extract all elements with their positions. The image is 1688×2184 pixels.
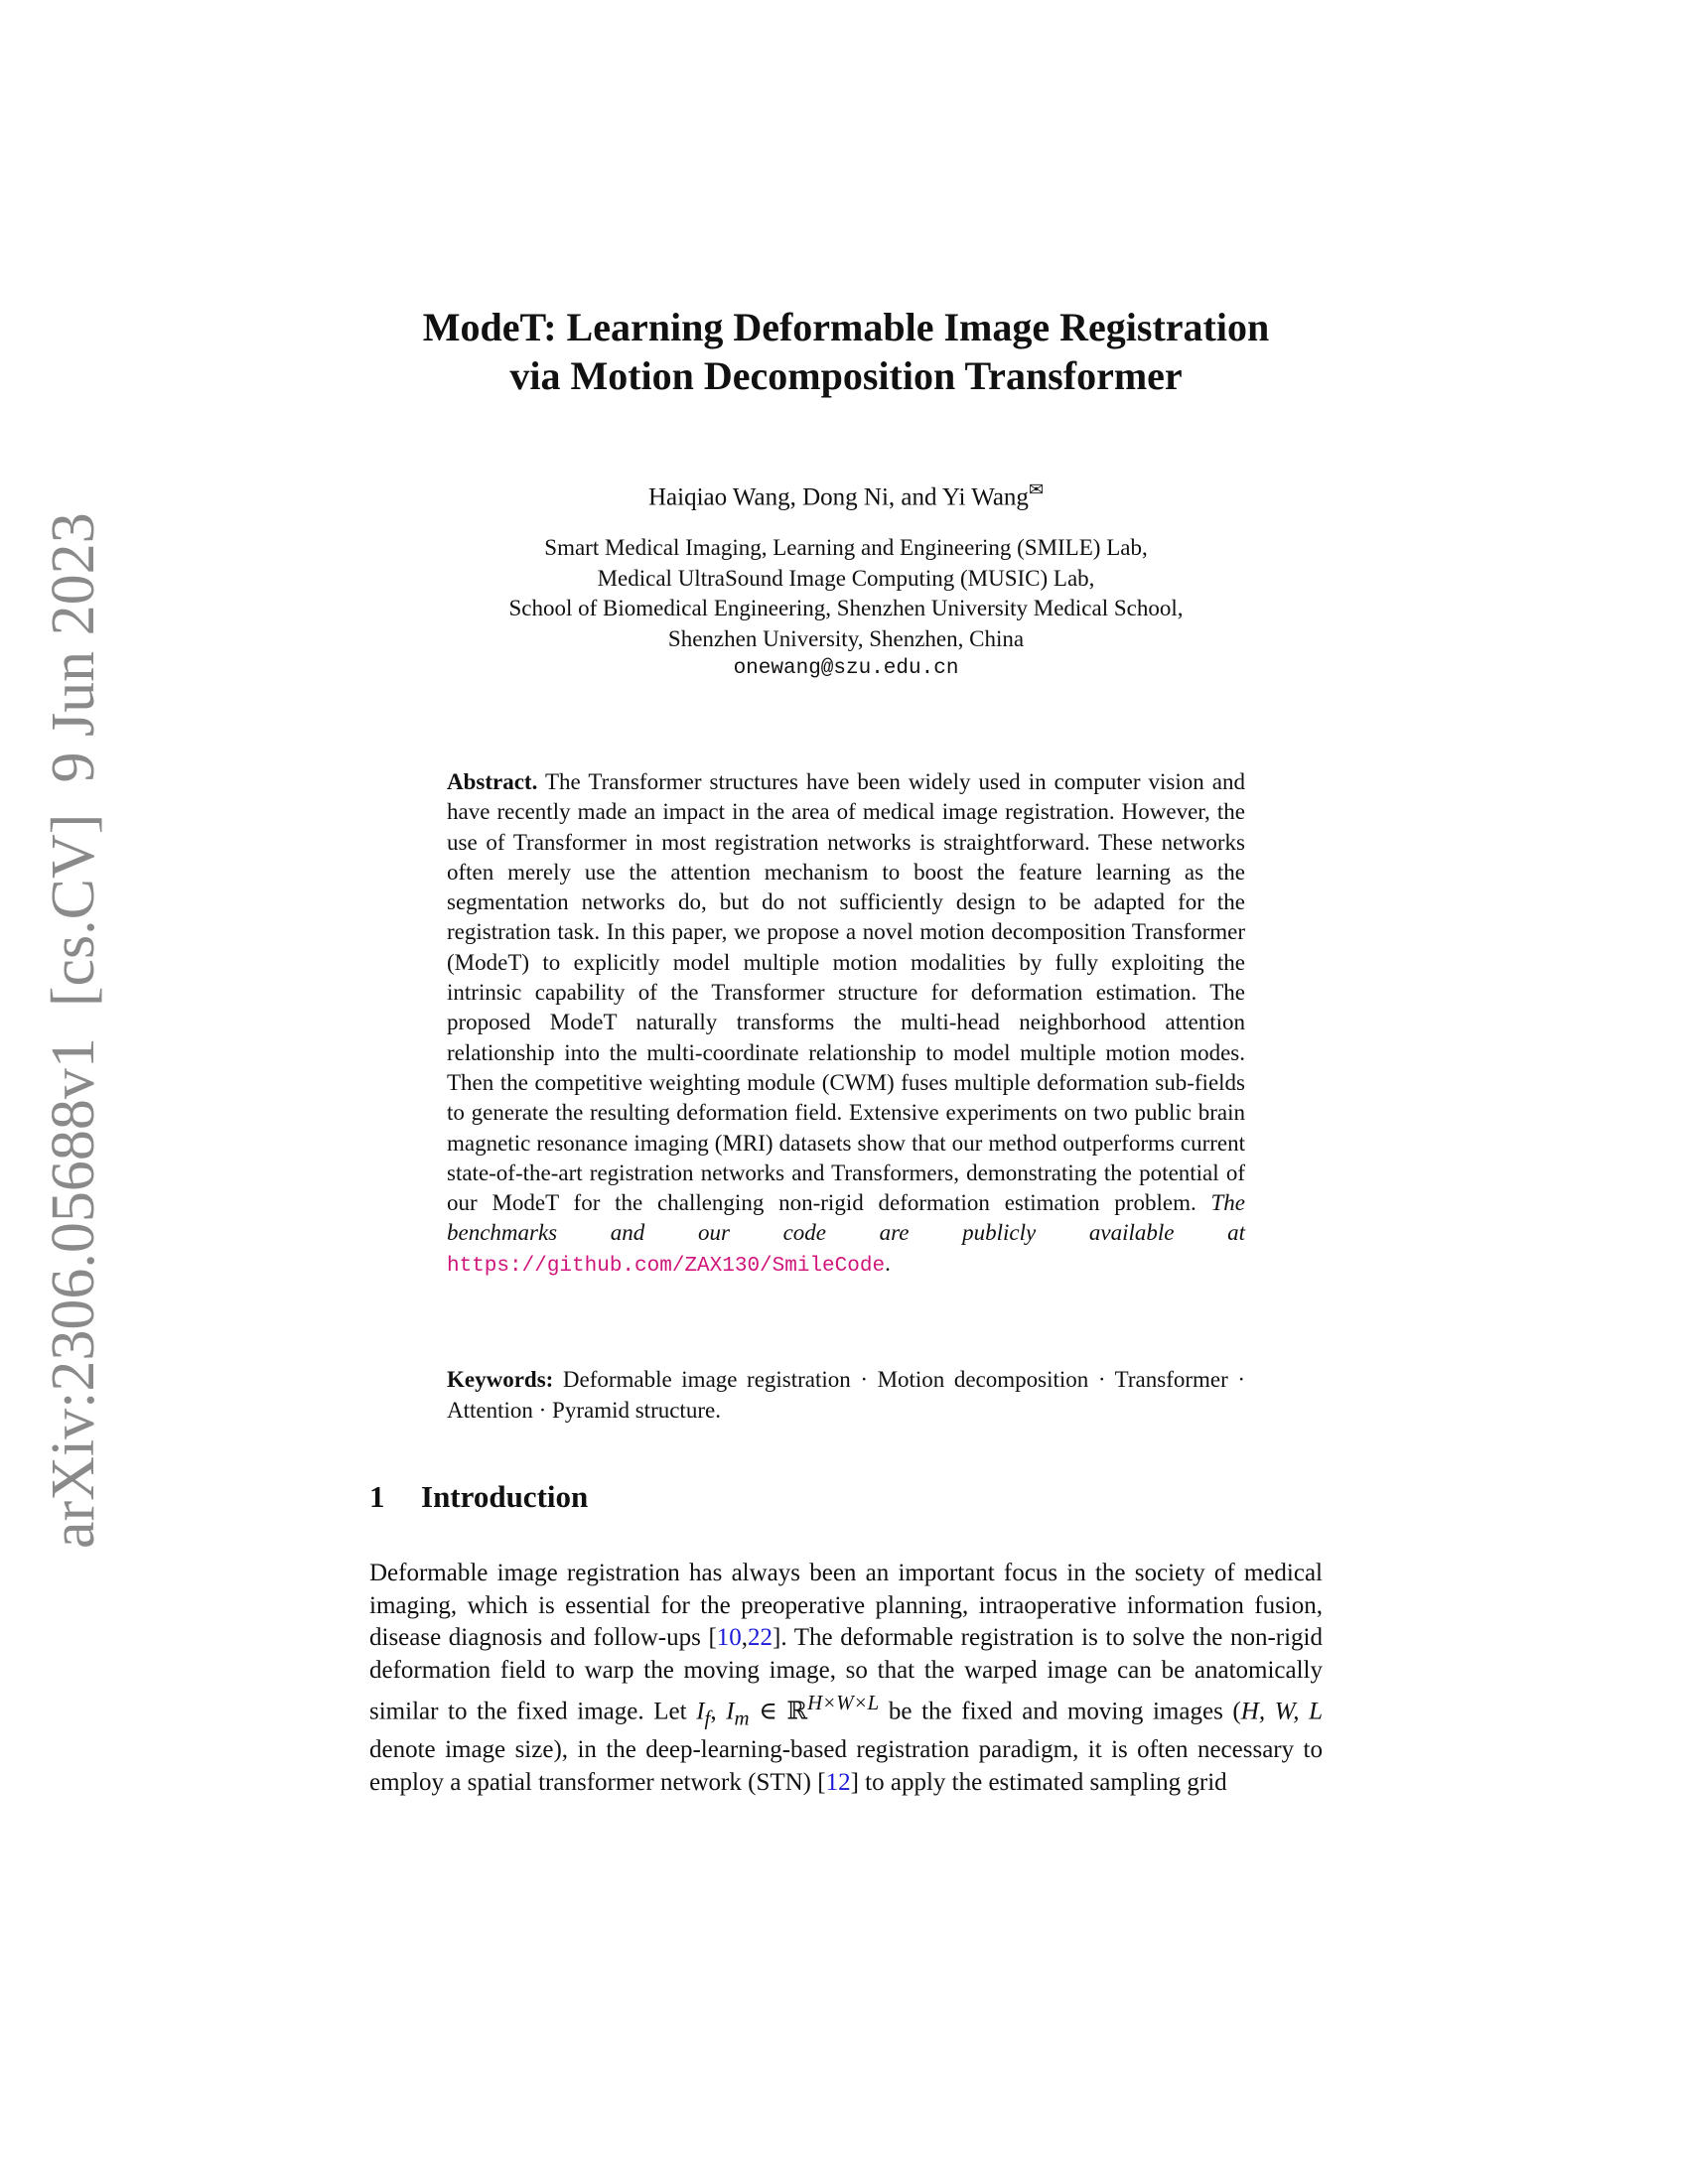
keywords bbox=[447, 1364, 1245, 1426]
citation-separator: , bbox=[741, 1624, 749, 1652]
keywords-label: Keywords: bbox=[447, 1367, 554, 1392]
section-number: 1 bbox=[369, 1479, 385, 1514]
section-title: Introduction bbox=[421, 1479, 589, 1514]
authors-text: Haiqiao Wang, Dong Ni, and Yi Wang bbox=[647, 483, 1029, 511]
arxiv-identifier: arXiv:2306.05688v1 [cs.CV] 9 Jun 2023 bbox=[40, 512, 107, 1549]
section-heading bbox=[369, 1477, 1323, 1517]
paper-title bbox=[369, 303, 1323, 400]
author-list bbox=[369, 475, 1323, 512]
corresponding-author-icon: ✉ bbox=[1028, 479, 1045, 499]
affiliation-line: Medical UltraSound Image Computing (MUSIC) Lab, bbox=[597, 565, 1095, 591]
math-separator: , bbox=[710, 1698, 727, 1725]
intro-text: ]. The deformable registration is to solve the non-rigid deformation field to warp the moving image, so that the warped image can be anatomically similar to the fixed image. Let bbox=[369, 1624, 1324, 1725]
abstract-text: The Transformer structures have been widely used in computer vision and have recently made an impact in the area of medical image registration. However, the use of Transformer in most registration networks is straightforward. These networks often merely use the attention mechanism to boost the feature learning as the segmentation networks do, but do not sufficiently design to be adapted for the registration task. In this paper, we propose a novel motion decomposition Transformer (ModeT) to explicitly model multiple motion modalities by fully exploiting the intrinsic capability of the Transformer structure for deformation estimation. The proposed ModeT naturally transforms the multi-head neighborhood attention relationship into the multi-coordinate relationship to model multiple motion modes. Then the competitive weighting module (CWM) fuses multiple deformation sub-fields to generate the resulting deformation field. Extensive experiments on two public brain magnetic resonance imaging (MRI) datasets show that our method outperforms current state-of-the-art registration networks and Transformers, demonstrating the potential of our ModeT for the challenging non-rigid deformation estimation problem. bbox=[447, 769, 1245, 1216]
keywords-text: Deformable image registration · Motion decomposition · Transformer · Attention · Pyramid structure. bbox=[447, 1367, 1245, 1423]
title-line-2: via Motion Decomposition Transformer bbox=[509, 353, 1183, 398]
abstract-label: Abstract. bbox=[447, 769, 538, 794]
citation-link[interactable]: 22 bbox=[748, 1624, 774, 1652]
code-link[interactable]: https://github.com/ZAX130/SmileCode bbox=[447, 1254, 886, 1278]
citation-link[interactable]: 10 bbox=[716, 1624, 742, 1652]
intro-text: Deformable image registration has always been an important focus in the society of medical imaging, which is essential for the preoperative planning, intraoperative information fusion, disease diagnosis and follow-ups [ bbox=[369, 1560, 1323, 1652]
affiliation-line: Shenzhen University, Shenzhen, China bbox=[667, 625, 1025, 651]
math-symbol: I bbox=[726, 1698, 735, 1725]
abstract-code-note: The benchmarks and our code are publicly available at bbox=[447, 1190, 1246, 1246]
intro-text: be the fixed and moving images ( bbox=[879, 1698, 1241, 1725]
intro-paragraph bbox=[369, 1558, 1323, 1799]
citation-link[interactable]: 12 bbox=[825, 1768, 851, 1796]
affiliation-line: Smart Medical Imaging, Learning and Engineering (SMILE) Lab, bbox=[544, 535, 1148, 560]
abstract: Abstract. The Transformer structures have been widely used in computer vision and have recently made an impact in the area of medical image registration. However, the use of Transformer in most registration networks is straightforward. These networks often merely use the attention mechanism to boost the feature learning as the segmentation networks do, but do not sufficiently design to be adapted for the registration task. In this paper, we propose a novel motion decomposition Transformer (ModeT) to explicitly model multiple motion modalities by fully exploiting the intrinsic capability of the Transformer structure for deformation estimation. The proposed ModeT naturally transforms the multi-head neighborhood attention relationship into the multi-coordinate relationship to model multiple motion modes. Then the competitive weighting module (CWM) fuses multiple deformation sub-fields to generate the resulting deformation field. Extensive experiments on two public brain magnetic resonance imaging (MRI) datasets show that our method outperforms current state-of-the-art registration networks and Transformers, demonstrating the potential of our ModeT for the challenging non-rigid deformation estimation problem. The benchmarks and our code are publicly available at https://github.com/ZAX130/SmileCode. bbox=[447, 769, 1246, 1278]
intro-text: denote image size), in the deep-learning-based registration paradigm, it is often necessary to employ a spatial transformer network (STN) [ bbox=[369, 1736, 1323, 1796]
title-line-1: ModeT: Learning Deformable Image Registration bbox=[422, 305, 1270, 349]
intro-text: ] to apply the estimated sampling grid bbox=[850, 1768, 1227, 1796]
math-subscript: m bbox=[734, 1706, 750, 1730]
author-email[interactable]: onewang@szu.edu.cn bbox=[733, 657, 959, 680]
math-set: ∈ ℝ bbox=[749, 1698, 808, 1725]
math-subscript: f bbox=[704, 1706, 711, 1730]
math-symbol: I bbox=[696, 1698, 705, 1725]
affiliation-block bbox=[369, 533, 1323, 685]
math-symbol: H, W, L bbox=[1240, 1698, 1324, 1725]
math-superscript: H×W×L bbox=[807, 1691, 880, 1715]
affiliation-line: School of Biomedical Engineering, Shenzhen University Medical School, bbox=[508, 596, 1184, 620]
